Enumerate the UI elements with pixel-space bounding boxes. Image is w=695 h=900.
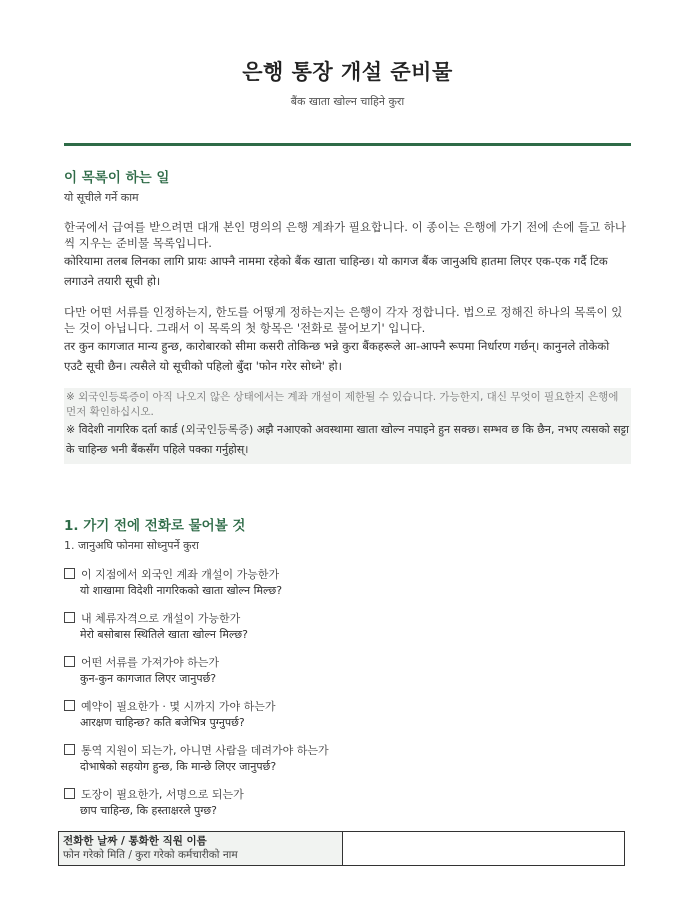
call-record-label-ko: 전화한 날짜 / 통화한 직원 이름 bbox=[63, 835, 207, 847]
checklist-item bbox=[64, 787, 631, 819]
call-record-label bbox=[59, 832, 343, 866]
checklist bbox=[64, 567, 631, 819]
intro-paragraph-1 bbox=[64, 219, 631, 291]
checklist-item-ko: 이 지점에서 외국인 계좌 개설이 가능한가 bbox=[81, 568, 280, 581]
page-subtitle: बैंक खाता खोल्न चाहिने कुरा bbox=[290, 95, 405, 108]
intro-paragraph-1-np: कोरियामा तलब लिनका लागि प्रायः आफ्नै नाममा रहेको बैंक खाता चाहिन्छ। यो कागज बैंक जानुअघि हातमा लिएर एक-एक गर्दै टिक लगाउने तयारी सूची हो। bbox=[64, 254, 608, 288]
call-record-table bbox=[58, 831, 625, 866]
intro-paragraph-1-ko: 한국에서 급여를 받으려면 대개 본인 명의의 은행 계좌가 필요합니다. 이 종이는 은행에 가기 전에 손에 들고 하나씩 지우는 준비물 목록입니다. bbox=[64, 220, 627, 250]
checklist-item-ko: 도장이 필요한가, 서명으로 되는가 bbox=[81, 788, 244, 801]
intro-heading: 이 목록이 하는 일 bbox=[64, 170, 170, 186]
checkbox[interactable] bbox=[64, 568, 75, 579]
checklist-item bbox=[64, 567, 631, 599]
call-record-label-np: फोन गरेको मिति / कुरा गरेको कर्मचारीको नाम bbox=[63, 849, 238, 861]
checklist-item bbox=[64, 611, 631, 643]
checklist-item-ko: 통역 지원이 되는가, 아니면 사람을 데려가야 하는가 bbox=[81, 744, 329, 757]
title-divider bbox=[64, 143, 631, 146]
intro-note-np: ※ विदेशी नागरिक दर्ता कार्ड (외국인등록증) अझै नआएको अवस्थामा खाता खोल्न नपाइने हुन सक्छ। सम्भव छ कि छैन, नभए त्यसको सट्टा के चाहिन्छ भनी बैंकसँग पहिले पक्का गर्नुहोस्। bbox=[66, 423, 629, 456]
checkbox[interactable] bbox=[64, 656, 75, 667]
intro-section bbox=[64, 166, 631, 464]
checklist-item bbox=[64, 699, 631, 731]
checklist-item-ko: 내 체류자격으로 개설이 가능한가 bbox=[81, 612, 241, 625]
checklist-item-np: छाप चाहिन्छ, कि हस्ताक्षरले पुग्छ? bbox=[80, 804, 217, 817]
call-record-field[interactable] bbox=[343, 832, 625, 866]
checklist-item bbox=[64, 655, 631, 687]
section-1-heading: 1. 가기 전에 전화로 물어볼 것 bbox=[64, 518, 246, 534]
checklist-item-np: यो शाखामा विदेशी नागरिकको खाता खोल्न मिल्छ? bbox=[80, 584, 283, 597]
intro-heading-translation: यो सूचीले गर्ने काम bbox=[64, 191, 139, 204]
section-1-heading-translation: 1. जानुअघि फोनमा सोध्नुपर्ने कुरा bbox=[64, 539, 199, 552]
intro-paragraph-2 bbox=[64, 304, 631, 376]
checklist-item-ko: 예약이 필요한가 · 몇 시까지 가야 하는가 bbox=[81, 700, 276, 713]
intro-paragraph-2-np: तर कुन कागजात मान्य हुन्छ, कारोबारको सीमा कसरी तोकिन्छ भन्ने कुरा बैंकहरूले आ-आफ्नै रूपमा निर्धारण गर्छन्। कानुनले तोकेको एउटै सूची छैन। त्यसैले यो सूचीको पहिलो बुँदा 'फोन गरेर सोध्ने' हो। bbox=[64, 339, 610, 373]
checkbox[interactable] bbox=[64, 700, 75, 711]
intro-paragraph-2-ko: 다만 어떤 서류를 인정하는지, 한도를 어떻게 정하는지는 은행이 각자 정합니다. 법으로 정해진 하나의 목록이 있는 것이 아닙니다. 그래서 이 목록의 첫 항목은 '전화로 물어보기' 입니다. bbox=[64, 305, 623, 335]
checklist-item-np: दोभाषेको सहयोग हुन्छ, कि मान्छे लिएर जानुपर्छ? bbox=[80, 760, 277, 773]
checkbox[interactable] bbox=[64, 788, 75, 799]
section-1 bbox=[64, 514, 631, 866]
intro-note-ko: ※ 외국인등록증이 아직 나오지 않은 상태에서는 계좌 개설이 제한될 수 있습니다. 가능한지, 대신 무엇이 필요한지 은행에 먼저 확인하십시오. bbox=[66, 391, 619, 418]
checklist-item-np: कुन-कुन कागजात लिएर जानुपर्छ? bbox=[80, 672, 217, 685]
checklist-item-ko: 어떤 서류를 가져가야 하는가 bbox=[81, 656, 220, 669]
checklist-item-np: मेरो बसोबास स्थितिले खाता खोल्न मिल्छ? bbox=[80, 628, 248, 641]
checkbox[interactable] bbox=[64, 744, 75, 755]
checkbox[interactable] bbox=[64, 612, 75, 623]
page-title: 은행 통장 개설 준비물 bbox=[242, 60, 453, 84]
checklist-item-np: आरक्षण चाहिन्छ? कति बजेभित्र पुग्नुपर्छ? bbox=[80, 716, 245, 729]
intro-note-box bbox=[64, 388, 631, 464]
checklist-item bbox=[64, 743, 631, 775]
